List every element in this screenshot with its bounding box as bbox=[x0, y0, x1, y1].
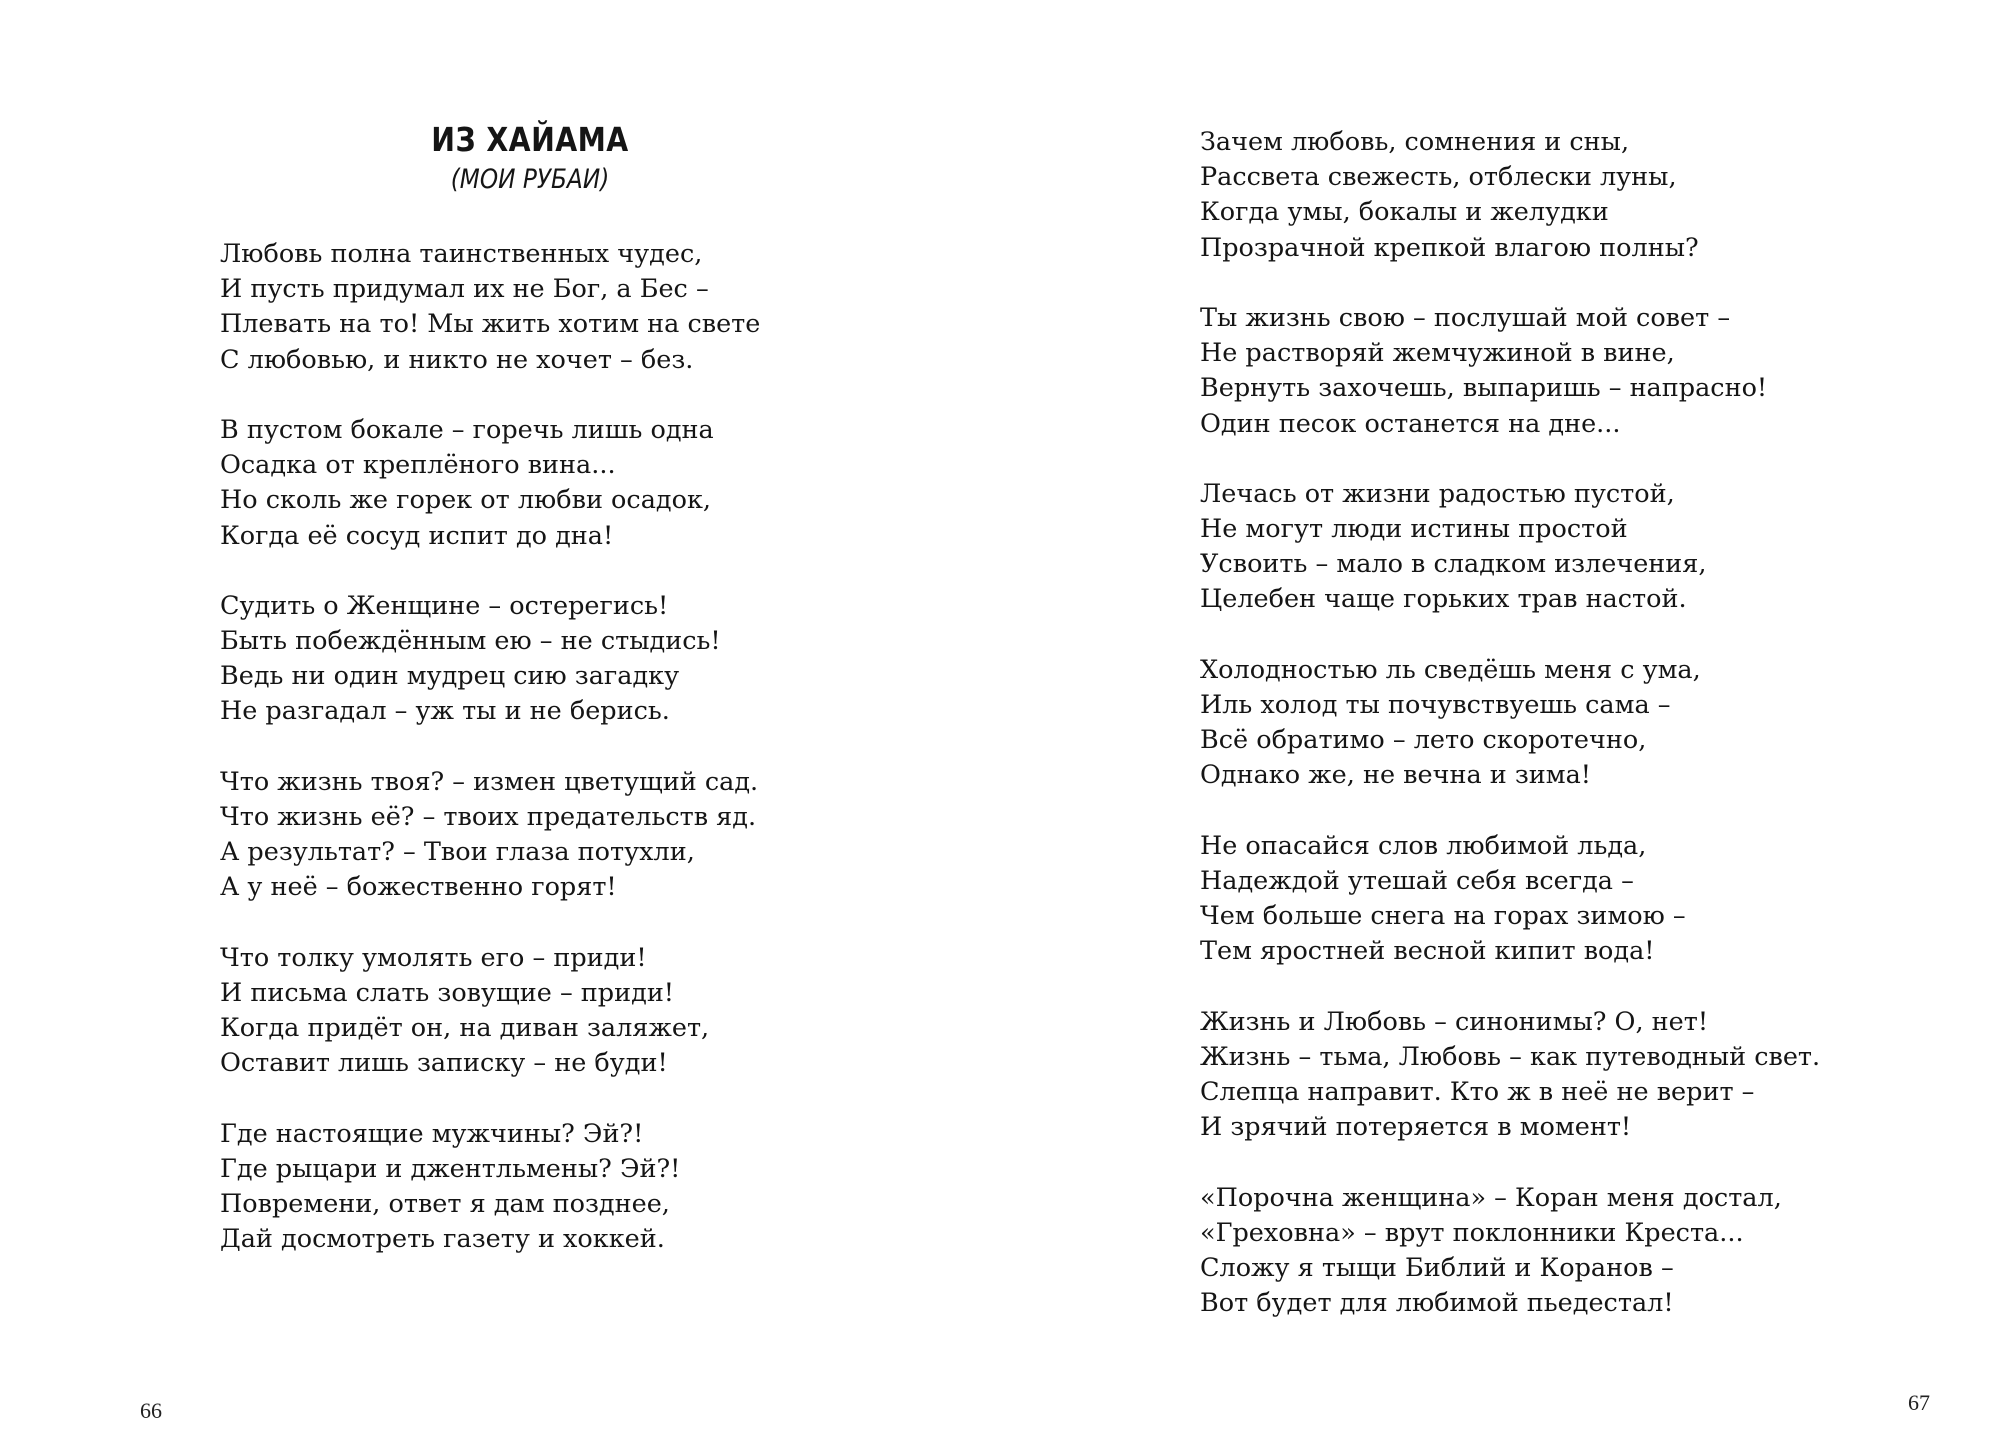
verse-line: Иль холод ты почувствуешь сама – bbox=[1200, 690, 1671, 720]
verse-line: Что толку умолять его – приди! bbox=[220, 942, 647, 973]
verse-line: Жизнь и Любовь – синонимы? О, нет! bbox=[1200, 1006, 1709, 1037]
page-number-right: 67 bbox=[1908, 1390, 1930, 1415]
verse-line: И зрячий потеряется в момент! bbox=[1200, 1112, 1632, 1143]
verse-line: Ты жизнь свою – послушай мой совет – bbox=[1200, 302, 1731, 333]
verse-line: С любовью, и никто не хочет – без. bbox=[220, 344, 694, 375]
verse-line: «Греховна» – врут поклонники Креста... bbox=[1200, 1217, 1744, 1248]
verse-line: Вот будет для любимой пьедестал! bbox=[1200, 1288, 1674, 1319]
stanza bbox=[1200, 1005, 1820, 1146]
verse-line: А результат? – Твои глаза потухли, bbox=[220, 837, 695, 868]
verse-line: Оставит лишь записку – не буди! bbox=[220, 1048, 668, 1079]
verse-line: И пусть придумал их не Бог, а Бес – bbox=[220, 274, 709, 305]
verse-line: Но сколь же горек от любви осадок, bbox=[220, 485, 711, 516]
verse-line: Любовь полна таинственных чудес, bbox=[220, 239, 703, 269]
verse-line: Всё обратимо – лето скоротечно, bbox=[1200, 725, 1647, 756]
left-page-verses bbox=[220, 237, 760, 1257]
stanza bbox=[220, 941, 760, 1082]
verse-line: Что жизнь твоя? – измен цветущий сад. bbox=[220, 766, 759, 797]
verse-line: Вернуть захочешь, выпаришь – напрасно! bbox=[1200, 373, 1768, 404]
verse-line: Слепца направит. Кто ж в неё не верит – bbox=[1200, 1077, 1755, 1108]
stanza bbox=[1200, 1181, 1820, 1322]
poem-heading bbox=[330, 118, 730, 198]
verse-line: Осадка от креплёного вина... bbox=[220, 450, 616, 481]
right-page bbox=[1000, 0, 2000, 1456]
verse-line: Быть побеждённым ею – не стыдись! bbox=[220, 626, 721, 657]
verse-line: Тем яростней весной кипит вода! bbox=[1200, 936, 1655, 967]
stanza bbox=[220, 237, 760, 378]
right-page-verses bbox=[1200, 125, 1820, 1321]
verse-line: Лечась от жизни радостью пустой, bbox=[1200, 478, 1675, 509]
verse-line: Дай досмотреть газету и хоккей. bbox=[220, 1224, 665, 1255]
verse-line: Не растворяй жемчужиной в вине, bbox=[1200, 338, 1675, 369]
verse-line: Повремени, ответ я дам позднее, bbox=[220, 1189, 670, 1220]
verse-line: Прозрачной крепкой влагою полны? bbox=[1200, 232, 1699, 263]
verse-line: Целебен чаще горьких трав настой. bbox=[1200, 584, 1687, 615]
verse-line: Судить о Женщине – остерегись! bbox=[220, 590, 669, 621]
verse-line: Не разгадал – уж ты и не берись. bbox=[220, 696, 670, 727]
verse-line: А у неё – божественно горят! bbox=[220, 872, 617, 903]
verse-line: Жизнь – тьма, Любовь – как путеводный свет. bbox=[1200, 1041, 1821, 1072]
verse-line: Что жизнь её? – твоих предательств яд. bbox=[220, 802, 757, 832]
verse-line: Зачем любовь, сомнения и сны, bbox=[1200, 127, 1630, 157]
poem-title: ИЗ ХАЙАМА bbox=[431, 120, 629, 159]
verse-line: Ведь ни один мудрец сию загадку bbox=[220, 661, 680, 692]
stanza bbox=[1200, 125, 1820, 266]
verse-line: Где настоящие мужчины? Эй?! bbox=[220, 1118, 644, 1149]
verse-line: Усвоить – мало в сладком излечения, bbox=[1200, 549, 1707, 580]
verse-line: Надеждой утешай себя всегда – bbox=[1200, 865, 1634, 896]
verse-line: «Порочна женщина» – Коран меня достал, bbox=[1200, 1182, 1782, 1213]
verse-line: Не могут люди истины простой bbox=[1200, 514, 1628, 545]
page-number-left: 66 bbox=[140, 1398, 162, 1423]
verse-line: Сложу я тыщи Библий и Коранов – bbox=[1200, 1253, 1674, 1283]
verse-line: Плевать на то! Мы жить хотим на свете bbox=[220, 309, 761, 340]
verse-line: Где рыцари и джентльмены? Эй?! bbox=[220, 1153, 681, 1184]
verse-line: Однако же, не вечна и зима! bbox=[1200, 760, 1592, 791]
verse-line: Рассвета свежесть, отблески луны, bbox=[1200, 162, 1677, 193]
stanza bbox=[220, 1117, 760, 1258]
verse-line: И письма слать зовущие – приди! bbox=[220, 977, 675, 1008]
stanza bbox=[220, 765, 760, 906]
poem-subtitle: (МОИ РУБАИ) bbox=[450, 164, 610, 195]
verse-line: Когда придёт он, на диван заляжет, bbox=[220, 1013, 710, 1044]
stanza bbox=[1200, 653, 1820, 794]
verse-line: Когда её сосуд испит до дна! bbox=[220, 520, 614, 551]
verse-line: Чем больше снега на горах зимою – bbox=[1200, 901, 1686, 932]
verse-line: Холодностью ль сведёшь меня с ума, bbox=[1200, 654, 1701, 685]
verse-line: Один песок останется на дне... bbox=[1200, 408, 1621, 439]
verse-line: Не опасайся слов любимой льда, bbox=[1200, 830, 1647, 861]
stanza bbox=[1200, 829, 1820, 970]
stanza bbox=[1200, 301, 1820, 442]
stanza bbox=[220, 589, 760, 730]
stanza bbox=[220, 413, 760, 554]
verse-line: Когда умы, бокалы и желудки bbox=[1200, 197, 1609, 228]
stanza bbox=[1200, 477, 1820, 618]
verse-line: В пустом бокале – горечь лишь одна bbox=[220, 414, 714, 445]
